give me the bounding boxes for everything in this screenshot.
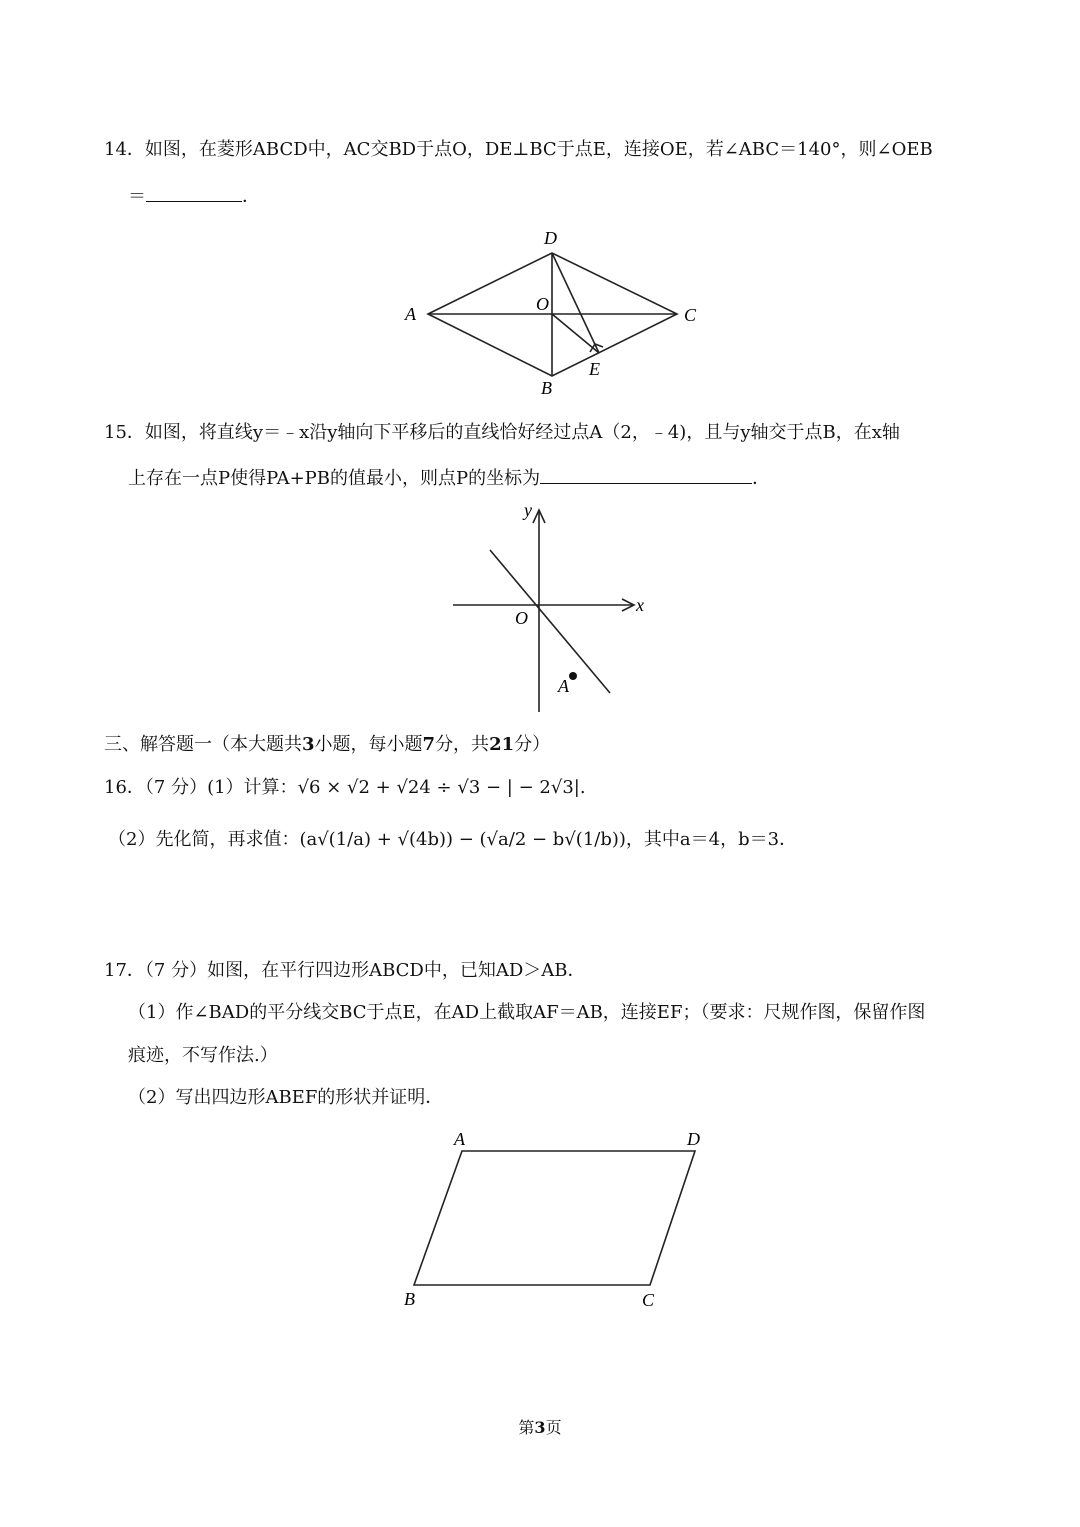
q14-equals: ＝ bbox=[128, 186, 146, 207]
q16-part1 bbox=[104, 776, 586, 800]
label-a: A bbox=[454, 1129, 465, 1149]
label-b: B bbox=[404, 1289, 415, 1309]
q14-rhombus-figure bbox=[400, 226, 705, 401]
footer-prefix: 第 bbox=[518, 1418, 535, 1437]
line-y-neg-x bbox=[490, 550, 610, 693]
q14-period: ． bbox=[242, 186, 260, 207]
label-e: E bbox=[589, 359, 600, 379]
q15-line2 bbox=[128, 465, 770, 491]
section-3-heading-part-b: 小题，每小题 bbox=[314, 734, 423, 755]
q16-part2-condition: ，其中a＝4，b＝3． bbox=[625, 829, 798, 850]
label-a: A bbox=[405, 304, 416, 324]
label-point-a: A bbox=[558, 676, 569, 696]
segment-oe bbox=[552, 314, 599, 353]
q17-line1: 17．（7 分）如图，在平行四边形ABCD中，已知AD＞AB． bbox=[104, 960, 586, 981]
q15-line2-text: 上存在一点P使得PA+PB的值最小，则点P的坐标为 bbox=[128, 468, 541, 489]
q17-line3: 痕迹，不写作法.） bbox=[128, 1045, 278, 1066]
section-3-count: 3 bbox=[302, 734, 315, 755]
section-3-heading-part-a: 三、解答题一（本大题共 bbox=[104, 734, 302, 755]
q16-part2-expression: (a√(1/a) + √(4b)) − (√a/2 − b√(1/b)) bbox=[299, 829, 626, 850]
page-number: 3 bbox=[534, 1418, 546, 1437]
section-3-points-each: 7 bbox=[422, 734, 436, 755]
label-c: C bbox=[642, 1290, 655, 1310]
label-c: C bbox=[684, 305, 697, 325]
q15-coordinate-figure bbox=[450, 500, 660, 715]
q15-answer-blank[interactable] bbox=[540, 465, 752, 484]
q15-period: ． bbox=[752, 468, 771, 489]
label-y: y bbox=[524, 500, 532, 520]
q15-line1: 15．如图，将直线y＝﹣x沿y轴向下平移后的直线恰好经过点A（2，﹣4)，且与y轴交于点B，在x轴 bbox=[104, 422, 900, 443]
label-x: x bbox=[636, 595, 644, 615]
q14-line1: 14．如图，在菱形ABCD中，AC交BD于点O，DE⊥BC于点E，连接OE，若∠ABC＝140°，则∠OEB bbox=[104, 139, 933, 160]
label-origin: O bbox=[515, 608, 528, 628]
section-3-heading-part-d: 分） bbox=[514, 734, 551, 755]
section-3-heading-part-c: 分，共 bbox=[435, 734, 490, 755]
q16-part1-label: 16．（7 分）(1）计算： bbox=[104, 777, 298, 798]
label-d: D bbox=[544, 228, 557, 248]
q17-line4: （2）写出四边形ABEF的形状并证明． bbox=[128, 1087, 444, 1108]
q16-part2 bbox=[108, 828, 797, 852]
q16-part1-expression: √6 × √2 + √24 ÷ √3 − | − 2√3|. bbox=[297, 777, 586, 798]
label-d: D bbox=[687, 1129, 700, 1149]
q14-line2 bbox=[128, 183, 260, 209]
footer-suffix: 页 bbox=[545, 1418, 562, 1437]
label-o: O bbox=[536, 294, 549, 314]
q17-line2: （1）作∠BAD的平分线交BC于点E，在AD上截取AF＝AB，连接EF；（要求：尺规作图，保留作图 bbox=[128, 1002, 926, 1023]
label-b: B bbox=[541, 378, 552, 398]
page-footer bbox=[0, 1415, 1080, 1438]
section-3-points-total: 21 bbox=[489, 734, 515, 755]
q17-parallelogram-figure bbox=[398, 1125, 708, 1315]
parallelogram-abcd bbox=[414, 1151, 695, 1285]
section-3-heading bbox=[104, 733, 550, 757]
q14-answer-blank[interactable] bbox=[146, 183, 242, 202]
point-a-dot bbox=[569, 672, 577, 680]
q16-part2-label: （2）先化简，再求值： bbox=[108, 829, 300, 850]
segment-de bbox=[552, 253, 599, 353]
